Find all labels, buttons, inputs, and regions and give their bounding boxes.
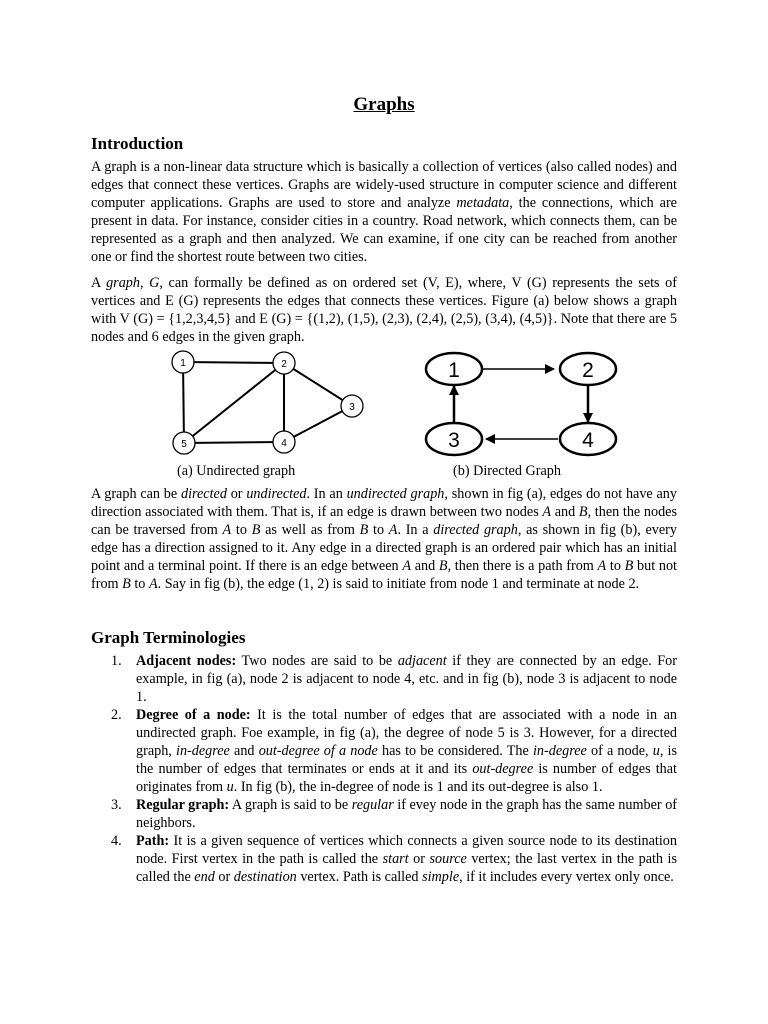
dp-a4: A <box>402 558 411 574</box>
dp-s6: . In a <box>397 522 434 538</box>
introduction-heading: Introduction <box>91 134 184 153</box>
item-em: simple <box>422 869 460 885</box>
dp-s3: , shown in fig (a), edges do not have any direction associated with them. That is, if an edge is drawn between two nodes <box>91 486 677 520</box>
dp-a6: A <box>148 576 158 592</box>
dp-s4: , then the nodes can be traversed from <box>91 504 677 538</box>
figure-b-caption: (b) Directed Graph <box>453 463 561 479</box>
item-text: vertex; the last vertex in the path is called the <box>136 851 677 885</box>
item-em: regular <box>351 797 394 813</box>
p2-comma: , <box>139 275 150 291</box>
item-em: source <box>429 851 467 867</box>
list-item-path <box>91 832 677 886</box>
item-em: in-degree <box>532 743 587 759</box>
dnode-label-1: 1 <box>448 359 460 382</box>
dp-b5: B <box>624 558 634 574</box>
dp-s7: , as shown in fig (b), every edge has a direction assigned to it. Any edge in a directed graph is an ordered pair which has an initial point and a terminal point. If there is an edge between <box>91 522 677 574</box>
list-number: 1. <box>111 653 122 669</box>
node-label-5: 5 <box>181 439 187 450</box>
intro-paragraph-1 <box>91 158 677 266</box>
dp-a3: A <box>388 522 398 538</box>
undirected-graph-figure <box>165 345 375 460</box>
dp-s9: but not from <box>91 558 677 592</box>
edge-4-5 <box>184 442 284 443</box>
term-label: Regular graph: <box>136 797 230 813</box>
directed-undirected-paragraph <box>91 485 677 593</box>
item-text: Two nodes are said to be <box>236 653 398 669</box>
graph-terminologies-heading: Graph Terminologies <box>91 628 246 647</box>
item-text: has to be considered. The <box>377 743 533 759</box>
graph-term: graph <box>106 275 140 291</box>
intro-p1-end: , the connections, which are present in data. For instance, consider cities in a country. Road network, which connects them, can be represented as a graph and then analyzed. We can examine, if one city can be reached from another one or find the shortest route between two cities. <box>91 195 677 265</box>
item-text: if they are connected by an edge. For example, in fig (a), node 2 is adjacent to node 4, etc. and in fig (b), node 3 is adjacent to node 1. <box>136 653 677 705</box>
dp-a1: A <box>542 504 552 520</box>
item-em: u, <box>652 743 664 759</box>
dp-b1: B <box>578 504 588 520</box>
dp-s8: , then there is a path from <box>447 558 598 574</box>
list-number: 2. <box>111 707 122 723</box>
dp-and2: and <box>411 558 439 574</box>
dp-s1: A graph can be <box>91 486 181 502</box>
item-text: A graph is said to be <box>229 797 352 813</box>
node-label-2: 2 <box>281 359 287 370</box>
item-em: out-degree of a node <box>258 743 378 759</box>
dp-s2: . In an <box>306 486 347 502</box>
dp-directed-graph: directed graph <box>433 522 518 538</box>
item-text: or <box>408 851 430 867</box>
item-em: start <box>382 851 409 867</box>
dp-to4: to <box>130 576 149 592</box>
item-text: is the number of edges that terminates or ends at it and its <box>136 743 677 777</box>
item-text: vertex. Path is called <box>296 869 423 885</box>
list-item-degree-of-node <box>91 706 677 796</box>
item-text: or <box>214 869 234 885</box>
dp-b2: B <box>251 522 261 538</box>
item-em: end <box>194 869 215 885</box>
item-em: destination <box>233 869 297 885</box>
item-text: It is a given sequence of vertices which connects a given source node to its destination node. First vertex in the path is called the <box>136 833 677 867</box>
edge-1-5 <box>183 362 184 443</box>
dnode-label-4: 4 <box>582 429 594 452</box>
item-em: adjacent <box>397 653 447 669</box>
dp-directed: directed <box>180 486 227 502</box>
item-text: of a node, <box>586 743 653 759</box>
item-em: out-degree <box>472 761 534 777</box>
item-text: if evey node in the graph has the same number of neighbors. <box>136 797 678 831</box>
dp-s5: as well as from <box>260 522 360 538</box>
intro-paragraph-2 <box>91 274 677 346</box>
list-item-regular-graph <box>91 796 677 832</box>
term-label: Path: <box>136 833 170 849</box>
edge-1-2 <box>183 362 284 363</box>
dp-undirected: undirected <box>246 486 307 502</box>
p2-a: A <box>91 275 107 291</box>
dnode-label-3: 3 <box>448 429 460 452</box>
item-text: is number of edges that originates from <box>136 761 677 795</box>
dp-to1: to <box>231 522 252 538</box>
dp-or: or <box>226 486 247 502</box>
term-label: Adjacent nodes: <box>136 653 237 669</box>
dnode-label-2: 2 <box>582 359 594 382</box>
edge-2-3 <box>284 363 352 406</box>
list-item-adjacent-nodes <box>91 652 677 706</box>
node-label-1: 1 <box>180 358 186 369</box>
list-number: 3. <box>111 797 122 813</box>
dp-undirected-graph: undirected graph <box>346 486 445 502</box>
directed-graph-figure <box>420 348 630 463</box>
intro-p1-text: A graph is a non-linear data structure which is basically a collection of vertices (also called nodes) and edges that connect these vertices. Graphs are widely-used structure in computer science and different computer applications. Graphs are used to store and analyze <box>91 159 677 211</box>
item-text: and <box>229 743 259 759</box>
dp-s10: . Say in fig (b), the edge (1, 2) is said to initiate from node 1 and terminate at node 2. <box>157 576 640 592</box>
term-label: Degree of a node: <box>136 707 251 723</box>
p2-rest: , can formally be defined as on ordered set (V, E), where, V (G) represents the sets of vertices and E (G) represents the edges that connects these vertices. Figure (a) below shows a graph with V (G) = {1,2,3,4,5} and E (G) = {(1,2), (1,5), (2,3), (2,4), (2,5), (3,4), (4,5)}. Note that there are 5 nodes and 6 edges in the given graph. <box>91 275 678 345</box>
item-text: , if it includes every vertex only once. <box>459 869 674 885</box>
figure-a-caption: (a) Undirected graph <box>177 463 296 479</box>
page-title: Graphs <box>353 94 415 115</box>
dp-a5: A <box>597 558 607 574</box>
edge-2-5 <box>184 363 284 443</box>
dp-b4: B <box>438 558 448 574</box>
dp-to3: to <box>606 558 625 574</box>
list-number: 4. <box>111 833 122 849</box>
g-term: G <box>149 275 160 291</box>
dp-b6: B <box>122 576 131 592</box>
item-em: u <box>226 779 234 795</box>
terminology-list <box>91 652 677 886</box>
node-label-4: 4 <box>281 438 287 449</box>
dp-b3: B <box>359 522 369 538</box>
node-label-3: 3 <box>349 402 355 413</box>
dp-to2: to <box>368 522 389 538</box>
item-em: in-degree <box>176 743 230 759</box>
dp-a2: A <box>222 522 232 538</box>
item-text: It is the total number of edges that are associated with a node in an undirected graph. Foe example, in fig (a), the degree of node 5 is 3. However, for a directed graph, <box>136 707 677 759</box>
metadata-term: metadata <box>456 195 510 211</box>
dp-and1: and <box>551 504 579 520</box>
item-text: . In fig (b), the in-degree of node is 1 and its out-degree is also 1. <box>233 779 603 795</box>
